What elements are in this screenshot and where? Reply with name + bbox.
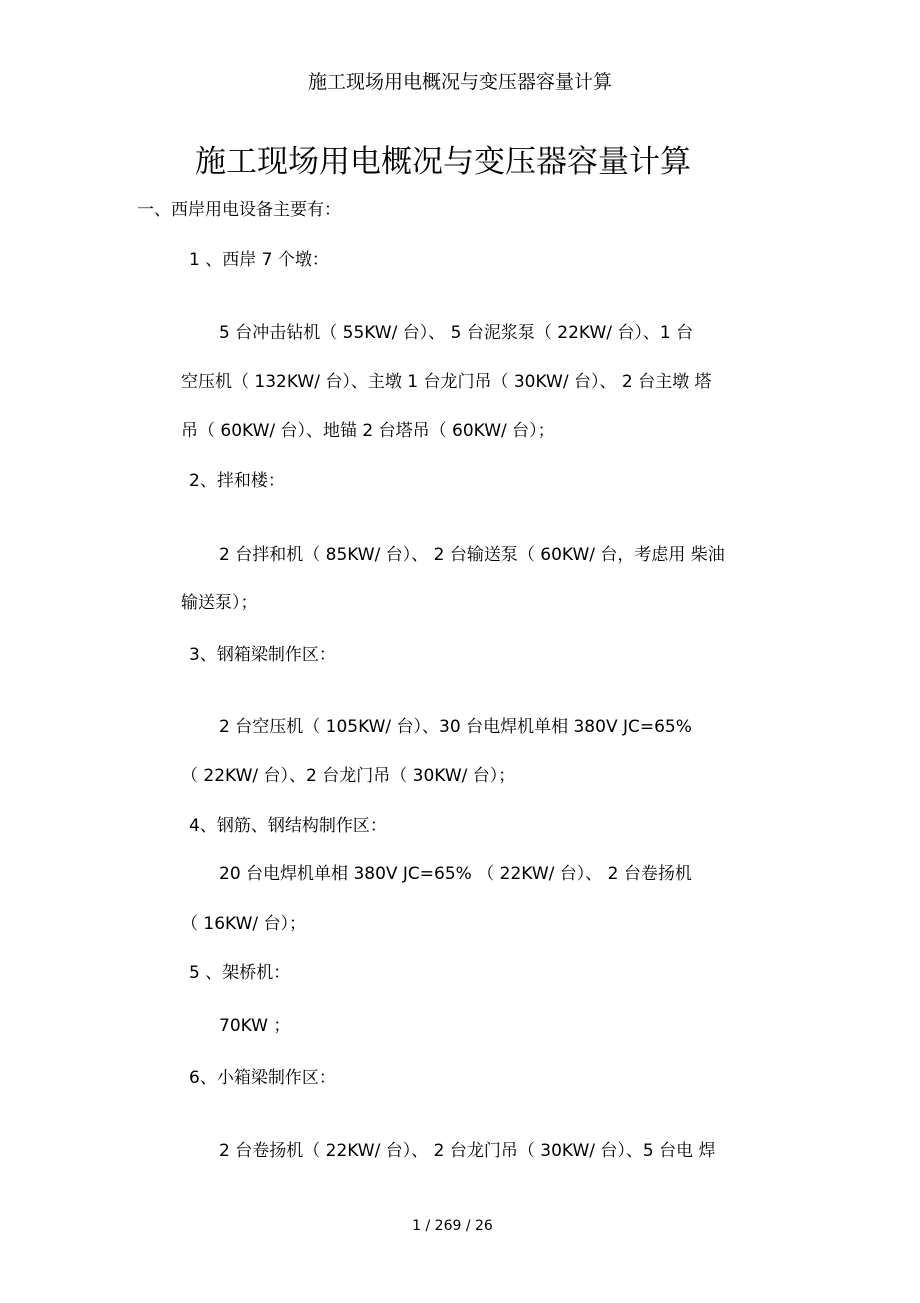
paragraph-line: 2 台拌和机（ 85KW/ 台）、 2 台输送泵（ 60KW/ 台，考虑用 柴油 — [219, 545, 725, 565]
document-title: 施工现场用电概况与变压器容量计算 — [195, 144, 691, 180]
item-heading-3: 3、钢箱梁制作区： — [189, 645, 336, 665]
page-number: 1 / 269 / 26 — [412, 1218, 493, 1234]
item-heading-1: 1 、西岸 7 个墩： — [189, 250, 329, 270]
paragraph-line: （ 16KW/ 台）； — [181, 914, 307, 934]
paragraph-line: （ 22KW/ 台）、2 台龙门吊（ 30KW/ 台）； — [181, 766, 516, 786]
paragraph-line: 70KW ； — [219, 1016, 291, 1036]
paragraph-line: 吊（ 60KW/ 台）、地锚 2 台塔吊（ 60KW/ 台）； — [181, 421, 555, 441]
paragraph-line: 空压机（ 132KW/ 台）、主墩 1 台龙门吊（ 30KW/ 台）、 2 台主墩 塔 — [181, 372, 712, 392]
item-heading-2: 2、拌和楼： — [189, 471, 285, 491]
item-heading-4: 4、钢筋、钢结构制作区： — [189, 816, 387, 836]
running-header: 施工现场用电概况与变压器容量计算 — [307, 71, 612, 93]
paragraph-line: 输送泵）； — [181, 593, 258, 613]
item-heading-5: 5 、架桥机： — [189, 963, 291, 983]
item-heading-6: 6、小箱梁制作区： — [189, 1068, 336, 1088]
paragraph-line: 5 台冲击钻机（ 55KW/ 台）、 5 台泥浆泵（ 22KW/ 台）、1 台 — [219, 323, 694, 343]
paragraph-line: 2 台卷扬机（ 22KW/ 台）、 2 台龙门吊（ 30KW/ 台）、5 台电 焊 — [219, 1141, 716, 1161]
paragraph-line: 20 台电焊机单相 380V JC=65% （ 22KW/ 台）、 2 台卷扬机 — [219, 864, 692, 884]
paragraph-line: 2 台空压机（ 105KW/ 台）、30 台电焊机单相 380V JC=65% — [219, 717, 692, 737]
section-heading-west-bank: 一、西岸用电设备主要有： — [137, 200, 341, 220]
